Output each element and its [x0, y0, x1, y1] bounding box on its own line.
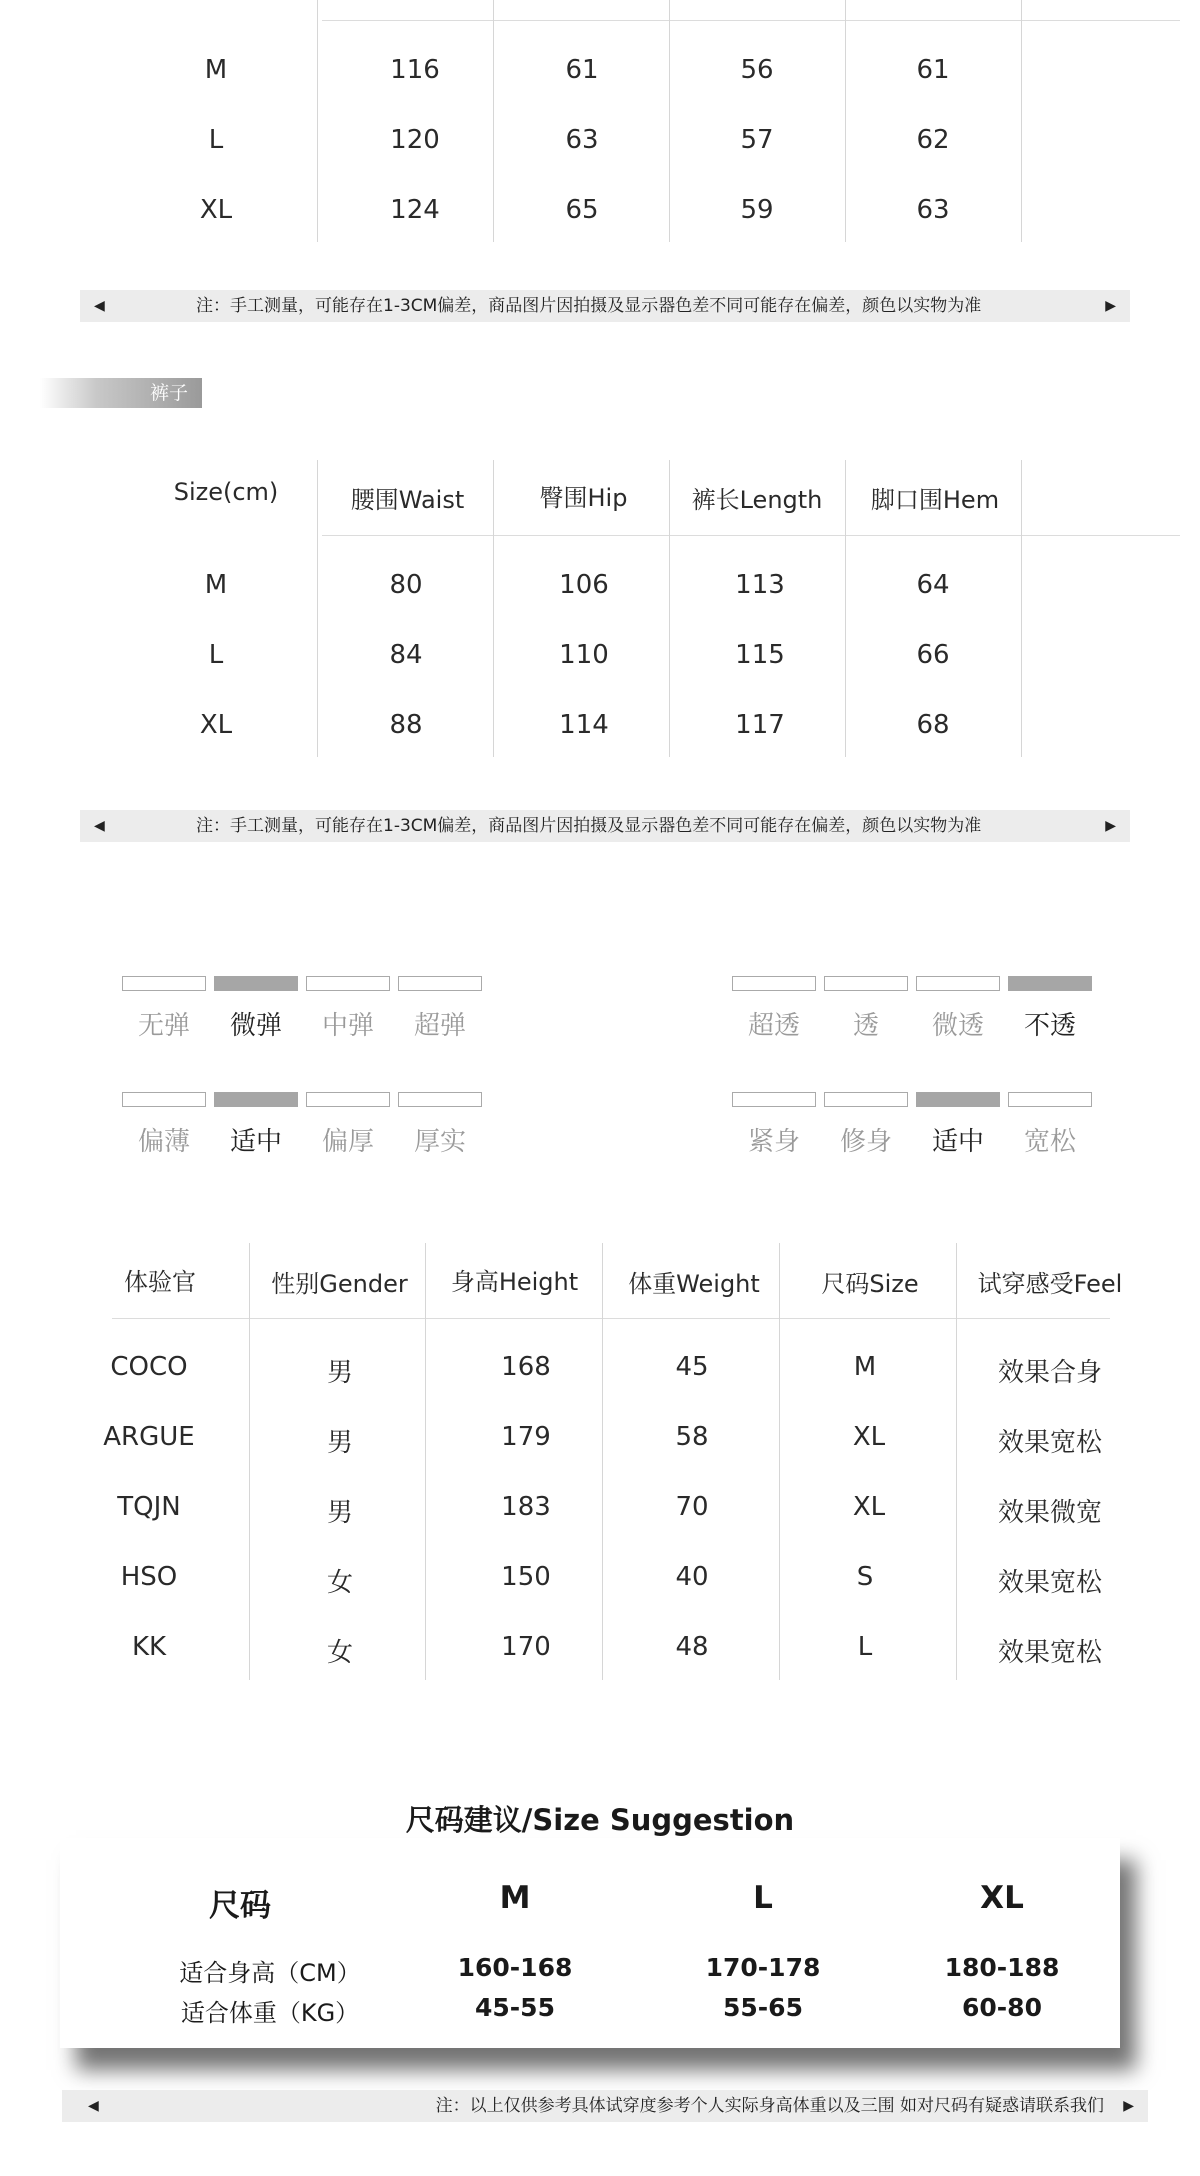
- table-cell: 80: [389, 570, 423, 600]
- table-header-cell: 脚口围Hem: [870, 486, 1000, 514]
- table-cell: 117: [735, 710, 785, 740]
- table-cell: 168: [501, 1352, 551, 1382]
- table-header-cell: 试穿感受Feel: [977, 1270, 1123, 1298]
- table-cell: 124: [390, 195, 440, 225]
- scale-option: 偏厚: [321, 1127, 374, 1157]
- suggestion-row-label: 适合身高（CM）: [179, 1959, 361, 1987]
- scale-box: [306, 976, 390, 991]
- suggestion-value: 55-65: [723, 1993, 803, 2022]
- table-cell: 150: [501, 1562, 551, 1592]
- table-cell: 116: [390, 55, 440, 85]
- scale-option: 超透: [747, 1011, 800, 1041]
- left-arrow-icon: ◀: [94, 298, 105, 314]
- scale-option-selected: 适中: [931, 1127, 984, 1157]
- table-cell: M: [204, 570, 228, 600]
- scale-box: [1008, 1092, 1092, 1107]
- reference-note: 注：以上仅供参考具体试穿度参考个人实际身高体重以及三围 如对尺码有疑惑请联系我们: [435, 2096, 1104, 2116]
- suggestion-value: 60-80: [962, 1993, 1042, 2022]
- column-divider: [845, 0, 846, 242]
- table-cell: 效果合身: [997, 1358, 1102, 1388]
- table-cell: 66: [916, 640, 950, 670]
- table-cell: 68: [916, 710, 950, 740]
- table-cell: 48: [675, 1632, 709, 1662]
- suggestion-value: 45-55: [475, 1993, 555, 2022]
- table-cell: TQJN: [117, 1492, 181, 1522]
- section-tag-label: 裤子: [149, 382, 188, 404]
- table-header-cell: 裤长Length: [691, 486, 823, 514]
- scale-option-selected: 微弹: [229, 1011, 282, 1041]
- table-cell: 63: [565, 125, 599, 155]
- column-divider: [779, 1243, 780, 1680]
- column-divider: [845, 460, 846, 757]
- reference-note-bar: [62, 2090, 1148, 2122]
- table-cell: L: [208, 640, 224, 670]
- scale-option: 厚实: [413, 1127, 466, 1157]
- column-divider: [956, 1243, 957, 1680]
- suggestion-value: 180-188: [944, 1953, 1060, 1982]
- table-cell: 57: [740, 125, 774, 155]
- table-cell: 113: [735, 570, 785, 600]
- table-cell: 56: [740, 55, 774, 85]
- scale-box-selected: [916, 1092, 1000, 1107]
- table-cell: 183: [501, 1492, 551, 1522]
- scale-option: 中弹: [321, 1011, 374, 1041]
- table-cell: XL: [852, 1422, 886, 1452]
- table-header-cell: 臀围Hip: [539, 484, 628, 512]
- table-cell: S: [856, 1562, 874, 1592]
- scale-box: [824, 976, 908, 991]
- scale-box: [824, 1092, 908, 1107]
- column-divider: [669, 460, 670, 757]
- scale-option-selected: 不透: [1023, 1011, 1076, 1041]
- table-cell: COCO: [110, 1352, 188, 1382]
- table-cell: M: [204, 55, 228, 85]
- table-cell: 115: [735, 640, 785, 670]
- table-cell: 男: [326, 1498, 353, 1528]
- table-cell: 110: [559, 640, 609, 670]
- table-cell: 58: [675, 1422, 709, 1452]
- table-cell: 女: [326, 1568, 353, 1598]
- scale-box: [306, 1092, 390, 1107]
- table-cell: 179: [501, 1422, 551, 1452]
- column-divider: [317, 460, 318, 757]
- table-cell: 70: [675, 1492, 709, 1522]
- table-cell: L: [208, 125, 224, 155]
- column-divider: [249, 1243, 250, 1680]
- scale-box: [398, 1092, 482, 1107]
- scale-box-selected: [1008, 976, 1092, 991]
- measurement-note-bar: [80, 810, 1130, 842]
- column-divider: [425, 1243, 426, 1680]
- table-header-cell: 性别Gender: [271, 1270, 408, 1298]
- table-cell: ARGUE: [103, 1422, 195, 1452]
- table-divider: [112, 1318, 1110, 1319]
- column-divider: [1021, 460, 1022, 757]
- left-arrow-icon: ◀: [94, 818, 105, 834]
- table-cell: 40: [675, 1562, 709, 1592]
- suggestion-value: 160-168: [457, 1953, 573, 1982]
- scale-option: 透: [852, 1011, 879, 1041]
- table-cell: M: [853, 1352, 877, 1382]
- table-cell: 114: [559, 710, 609, 740]
- measurement-note-bar: [80, 290, 1130, 322]
- table-cell: 男: [326, 1428, 353, 1458]
- scale-option-selected: 适中: [229, 1127, 282, 1157]
- table-header-cell: 体验官: [124, 1268, 196, 1296]
- size-column-header: L: [753, 1880, 773, 1916]
- left-arrow-icon: ◀: [88, 2098, 99, 2114]
- table-cell: 效果宽松: [997, 1568, 1102, 1598]
- table-cell: HSO: [120, 1562, 178, 1592]
- table-cell: 男: [326, 1358, 353, 1388]
- table-cell: 65: [565, 195, 599, 225]
- scale-option: 偏薄: [137, 1127, 190, 1157]
- table-cell: KK: [131, 1632, 167, 1662]
- scale-option: 微透: [931, 1011, 984, 1041]
- table-cell: 170: [501, 1632, 551, 1662]
- measurement-note: 注：手工测量，可能存在1-3CM偏差，商品图片因拍摄及显示器色差不同可能存在偏差，颜色以实物为准: [196, 816, 982, 836]
- table-cell: 效果宽松: [997, 1428, 1102, 1458]
- table-cell: 120: [390, 125, 440, 155]
- table-cell: XL: [852, 1492, 886, 1522]
- table-cell: 64: [916, 570, 950, 600]
- table-cell: 61: [565, 55, 599, 85]
- size-column-header: M: [499, 1880, 531, 1916]
- table-cell: 45: [675, 1352, 709, 1382]
- table-cell: XL: [199, 710, 233, 740]
- right-arrow-icon: ▶: [1105, 818, 1116, 834]
- column-divider: [1021, 0, 1022, 242]
- table-cell: 63: [916, 195, 950, 225]
- right-arrow-icon: ▶: [1123, 2098, 1134, 2114]
- table-cell: 效果宽松: [997, 1638, 1102, 1668]
- table-cell: 106: [559, 570, 609, 600]
- scale-box-selected: [214, 1092, 298, 1107]
- column-divider: [493, 0, 494, 242]
- scale-option: 紧身: [747, 1127, 800, 1157]
- scale-option: 超弹: [413, 1011, 466, 1041]
- table-header-cell: 尺码Size: [821, 1270, 919, 1298]
- scale-box: [122, 976, 206, 991]
- table-cell: 59: [740, 195, 774, 225]
- scale-option: 宽松: [1023, 1127, 1076, 1157]
- column-divider: [602, 1243, 603, 1680]
- table-cell: 61: [916, 55, 950, 85]
- scale-option: 无弹: [137, 1011, 190, 1041]
- table-divider: [322, 20, 1180, 21]
- table-cell: 女: [326, 1638, 353, 1668]
- table-cell: 84: [389, 640, 423, 670]
- scale-box: [732, 976, 816, 991]
- scale-box: [398, 976, 482, 991]
- size-header-label: 尺码: [209, 1888, 271, 1924]
- table-cell: 88: [389, 710, 423, 740]
- scale-box: [916, 976, 1000, 991]
- table-divider: [322, 535, 1180, 536]
- scale-option: 修身: [839, 1127, 892, 1157]
- scale-box: [732, 1092, 816, 1107]
- column-divider: [669, 0, 670, 242]
- size-suggestion-title: 尺码建议/Size Suggestion: [405, 1803, 795, 1837]
- table-cell: 效果微宽: [997, 1498, 1102, 1528]
- pants-section-tag: [40, 378, 202, 408]
- column-divider: [493, 460, 494, 757]
- scale-box-selected: [214, 976, 298, 991]
- right-arrow-icon: ▶: [1105, 298, 1116, 314]
- size-column-header: XL: [980, 1880, 1024, 1916]
- suggestion-value: 170-178: [705, 1953, 821, 1982]
- table-header-cell: 腰围Waist: [350, 486, 465, 514]
- column-divider: [317, 0, 318, 242]
- table-header-cell: Size(cm): [173, 478, 279, 506]
- suggestion-row-label: 适合体重（KG）: [180, 1999, 360, 2027]
- table-cell: XL: [199, 195, 233, 225]
- scale-box: [122, 1092, 206, 1107]
- measurement-note: 注：手工测量，可能存在1-3CM偏差，商品图片因拍摄及显示器色差不同可能存在偏差，颜色以实物为准: [196, 296, 982, 316]
- table-header-cell: 体重Weight: [628, 1270, 760, 1298]
- table-cell: 62: [916, 125, 950, 155]
- table-header-cell: 身高Height: [450, 1268, 579, 1296]
- table-cell: L: [857, 1632, 873, 1662]
